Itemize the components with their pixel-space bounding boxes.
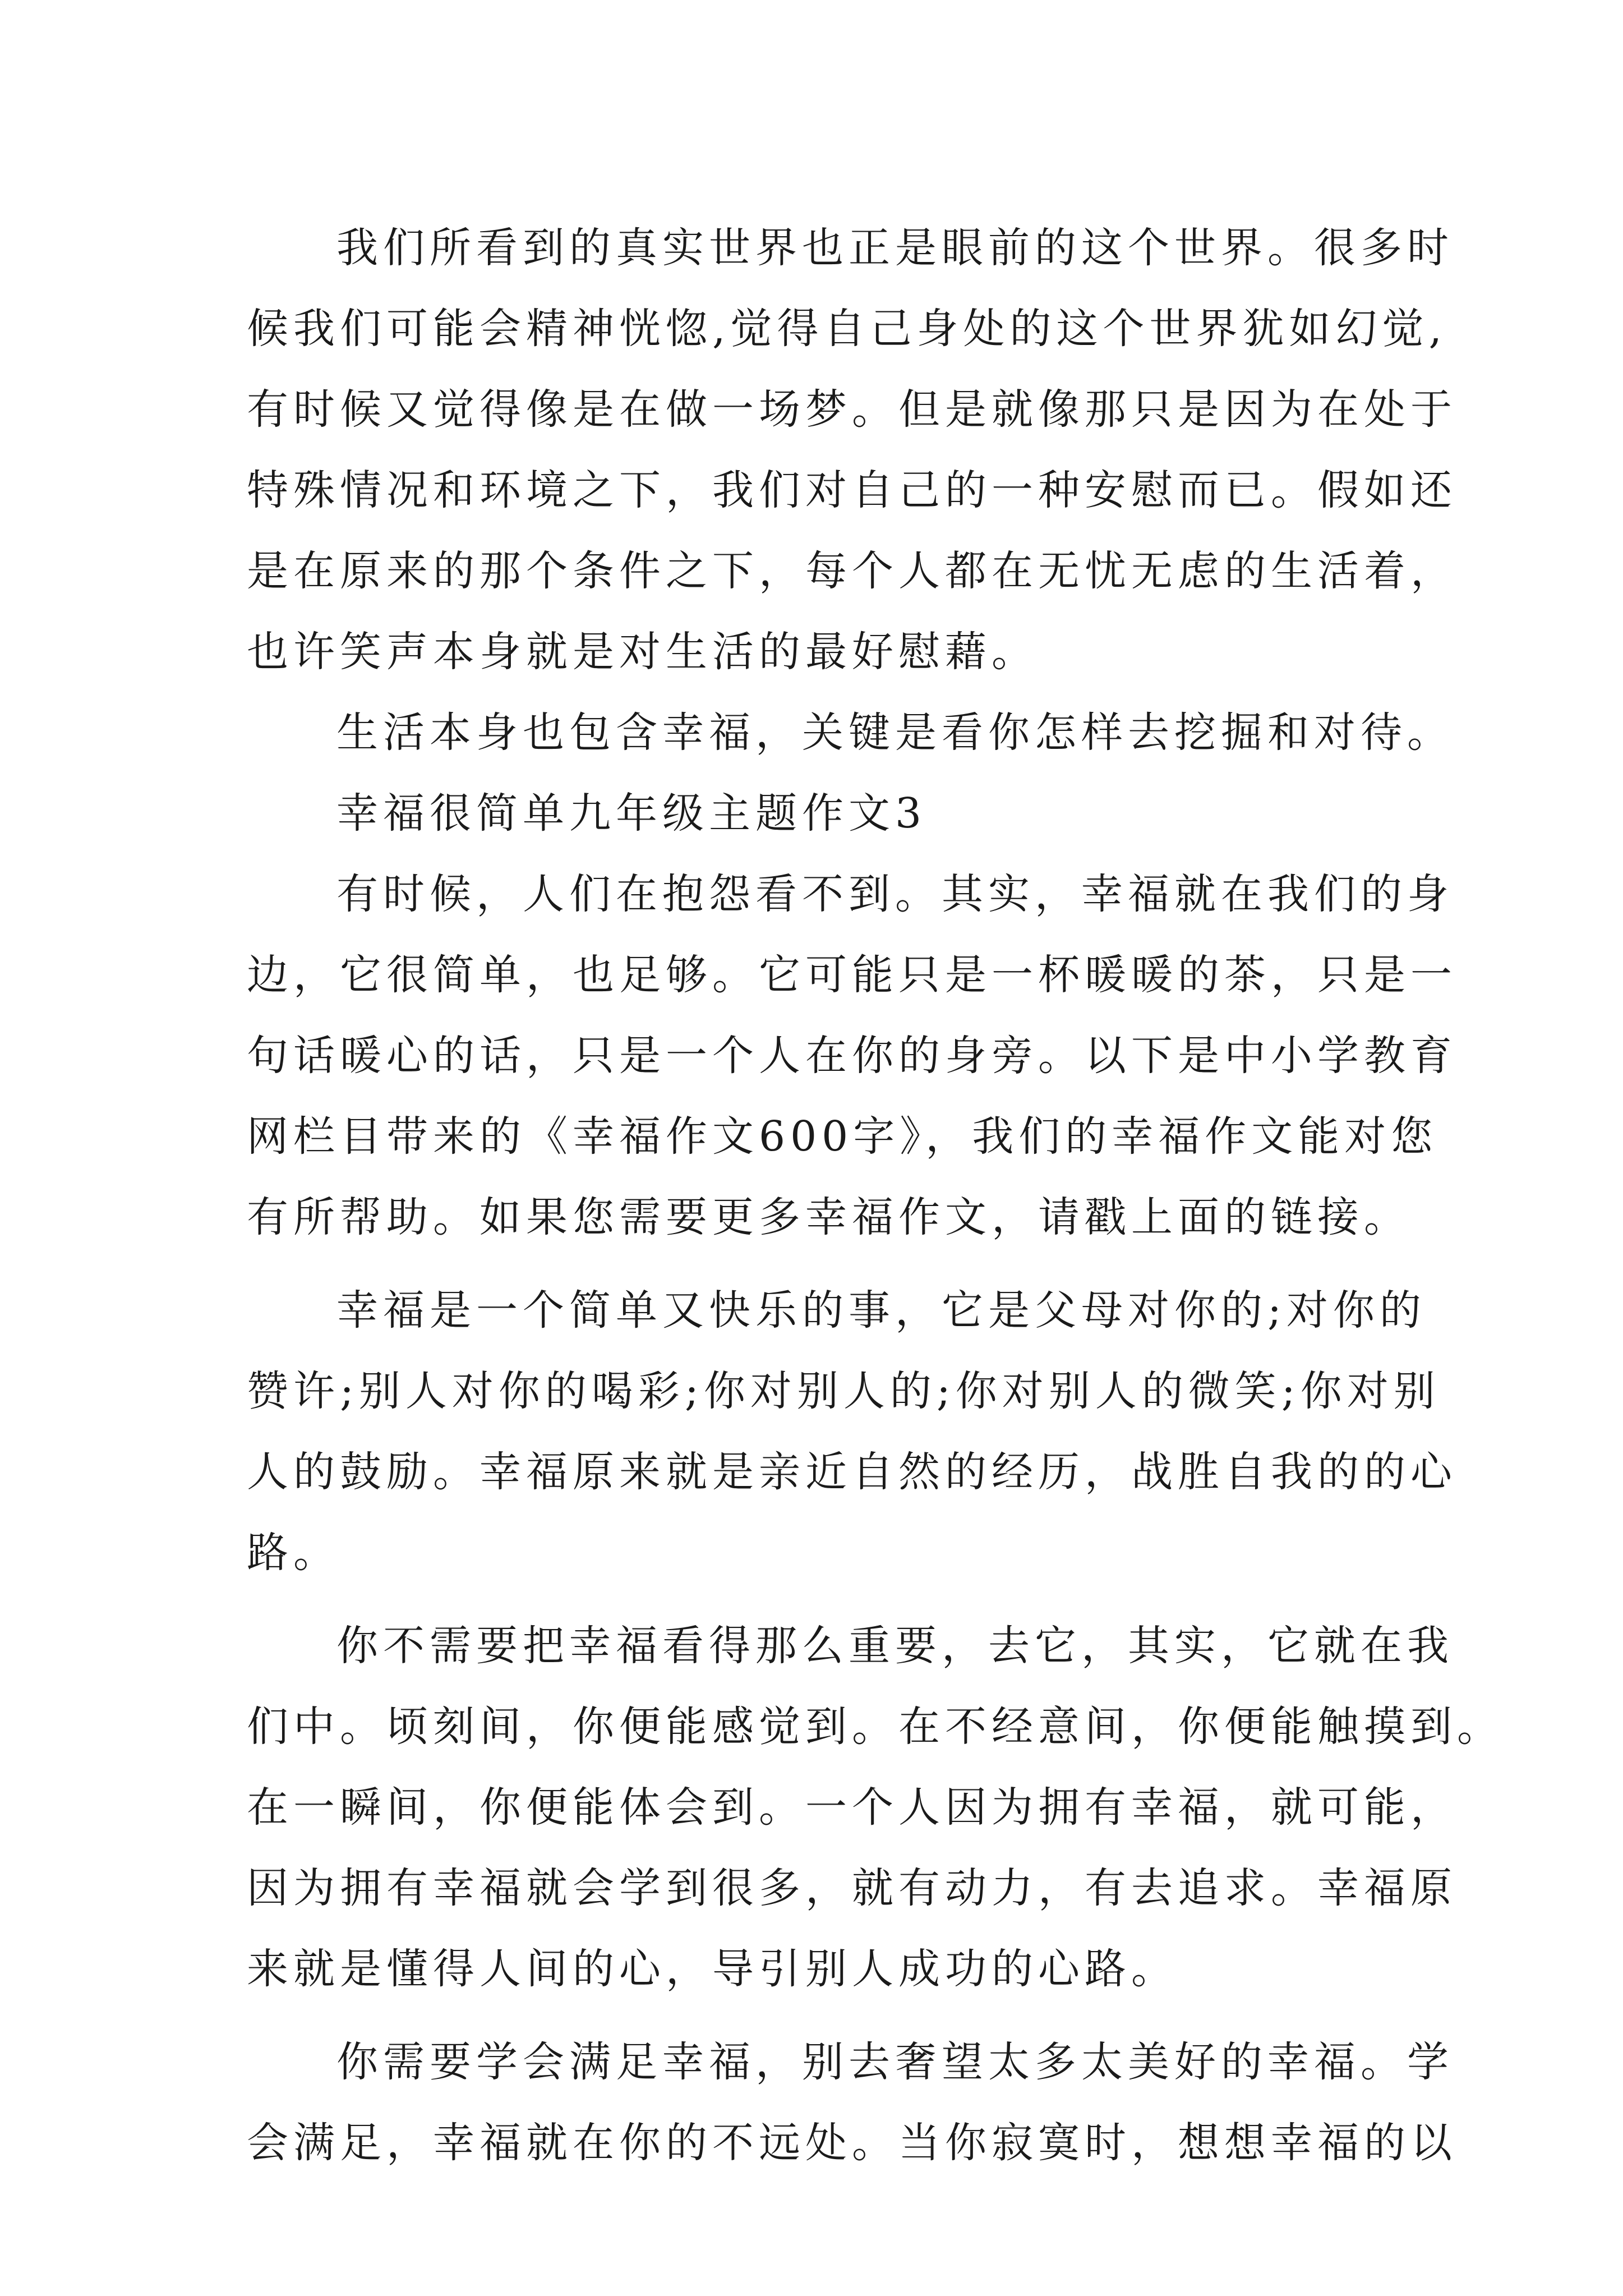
text-line: 幸福是一个简单又快乐的事，它是父母对你的;对你的 bbox=[336, 1286, 1426, 1335]
text-line: 句话暖心的话，只是一个人在你的身旁。以下是中小学教育 bbox=[247, 1032, 1457, 1080]
text-line: 人的鼓励。幸福原来就是亲近自然的经历，战胜自我的的心 bbox=[247, 1448, 1457, 1496]
text-line: 你不需要把幸福看得那么重要，去它，其实，它就在我 bbox=[336, 1622, 1454, 1670]
text-line: 有时候，人们在抱怨看不到。其实，幸福就在我们的身 bbox=[336, 870, 1454, 918]
text-line: 特殊情况和环境之下，我们对自己的一种安慰而已。假如还 bbox=[247, 466, 1457, 514]
heading-text: 幸福很简单九年级主题作文3 bbox=[336, 789, 927, 838]
paragraph bbox=[247, 1270, 1457, 1593]
text-line: 会满足，幸福就在你的不远处。当你寂寞时，想想幸福的以 bbox=[247, 2119, 1457, 2167]
text-line: 们中。顷刻间，你便能感觉到。在不经意间，你便能触摸到。 bbox=[247, 1703, 1504, 1751]
paragraph bbox=[247, 854, 1457, 1258]
text-line: 有时候又觉得像是在做一场梦。但是就像那只是因为在处于 bbox=[247, 385, 1457, 434]
text-line: 因为拥有幸福就会学到很多，就有动力，有去追求。幸福原 bbox=[247, 1864, 1457, 1912]
paragraph-gap bbox=[247, 1258, 1413, 1270]
text-line: 路。 bbox=[247, 1529, 340, 1577]
text-line: 我们所看到的真实世界也正是眼前的这个世界。很多时 bbox=[336, 224, 1454, 272]
text-line: 网栏目带来的《幸福作文600字》，我们的幸福作文能对您 bbox=[247, 1112, 1438, 1161]
paragraph-gap bbox=[247, 1593, 1413, 1605]
paragraph-gap bbox=[247, 2009, 1413, 2022]
paragraph bbox=[247, 208, 1457, 692]
text-line: 来就是懂得人间的心，导引别人成功的心路。 bbox=[247, 1945, 1178, 1993]
text-line: 在一瞬间，你便能体会到。一个人因为拥有幸福，就可能， bbox=[247, 1783, 1457, 1832]
text-line: 候我们可能会精神恍惚,觉得自己身处的这个世界犹如幻觉, bbox=[247, 305, 1447, 353]
paragraph bbox=[247, 692, 1454, 773]
paragraph bbox=[247, 2022, 1457, 2183]
document-body bbox=[247, 208, 1504, 2183]
text-line: 边，它很简单，也足够。它可能只是一杯暖暖的茶，只是一 bbox=[247, 951, 1457, 999]
text-line: 赞许;别人对你的喝彩;你对别人的;你对别人的微笑;你对别 bbox=[247, 1367, 1440, 1415]
paragraph bbox=[247, 1605, 1504, 2009]
text-line: 是在原来的那个条件之下，每个人都在无忧无虑的生活着， bbox=[247, 547, 1457, 595]
text-line: 生活本身也包含幸福，关键是看你怎样去挖掘和对待。 bbox=[336, 708, 1454, 757]
section-heading bbox=[247, 773, 1413, 854]
text-line: 有所帮助。如果您需要更多幸福作文，请戳上面的链接。 bbox=[247, 1193, 1410, 1241]
text-line: 你需要学会满足幸福，别去奢望太多太美好的幸福。学 bbox=[336, 2038, 1454, 2086]
text-line: 也许笑声本身就是对生活的最好慰藉。 bbox=[247, 628, 1038, 676]
